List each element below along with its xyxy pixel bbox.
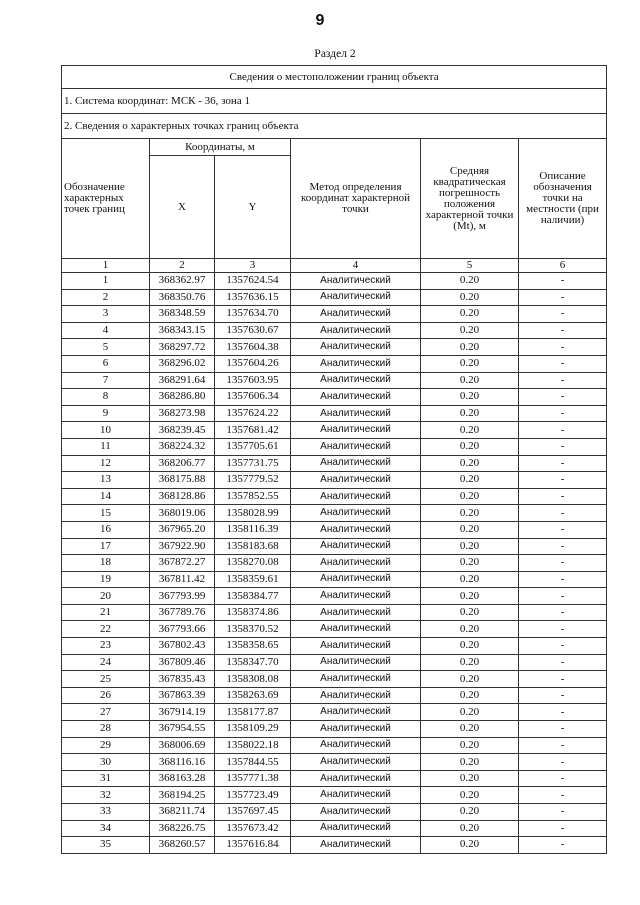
method-cell: Аналитический [291,339,421,356]
method-cell: Аналитический [291,488,421,505]
description-cell: - [519,422,607,439]
description-cell: - [519,389,607,406]
y-coordinate-cell: 1358347.70 [215,654,291,671]
method-cell: Аналитический [291,571,421,588]
method-cell: Аналитический [291,704,421,721]
y-coordinate-cell: 1358183.68 [215,538,291,555]
description-cell: - [519,322,607,339]
accuracy-cell: 0.20 [421,604,519,621]
accuracy-cell: 0.20 [421,306,519,323]
table-row [62,422,607,439]
description-cell: - [519,505,607,522]
page-number: 9 [315,12,325,29]
accuracy-cell: 0.20 [421,754,519,771]
x-coordinate-cell: 368175.88 [150,472,215,489]
description-cell: - [519,770,607,787]
header-x: X [150,156,215,259]
x-coordinate-cell: 367835.43 [150,671,215,688]
y-coordinate-cell: 1358374.86 [215,604,291,621]
method-cell: Аналитический [291,521,421,538]
point-number-cell: 10 [62,422,150,439]
method-cell: Аналитический [291,837,421,854]
method-cell: Аналитический [291,804,421,821]
y-coordinate-cell: 1358270.08 [215,555,291,572]
description-cell: - [519,339,607,356]
table-row [62,289,607,306]
table-row [62,638,607,655]
accuracy-cell: 0.20 [421,770,519,787]
method-cell: Аналитический [291,820,421,837]
point-number-cell: 23 [62,638,150,655]
description-cell: - [519,704,607,721]
point-number-cell: 21 [62,604,150,621]
method-cell: Аналитический [291,555,421,572]
accuracy-cell: 0.20 [421,588,519,605]
point-number-cell: 33 [62,804,150,821]
accuracy-cell: 0.20 [421,438,519,455]
y-coordinate-cell: 1357636.15 [215,289,291,306]
y-coordinate-cell: 1357705.61 [215,438,291,455]
x-coordinate-cell: 368260.57 [150,837,215,854]
y-coordinate-cell: 1358308.08 [215,671,291,688]
table-row [62,505,607,522]
x-coordinate-cell: 367809.46 [150,654,215,671]
column-number: 6 [519,259,607,273]
point-number-cell: 7 [62,372,150,389]
table-row [62,654,607,671]
table-row [62,604,607,621]
point-number-cell: 1 [62,273,150,290]
accuracy-cell: 0.20 [421,571,519,588]
point-number-cell: 13 [62,472,150,489]
x-coordinate-cell: 368286.80 [150,389,215,406]
table-row [62,389,607,406]
point-number-cell: 9 [62,405,150,422]
header-method: Метод определения координат характерной точки [291,139,421,259]
point-number-cell: 28 [62,721,150,738]
point-number-cell: 29 [62,737,150,754]
table-row [62,472,607,489]
method-cell: Аналитический [291,389,421,406]
accuracy-cell: 0.20 [421,787,519,804]
point-number-cell: 12 [62,455,150,472]
accuracy-cell: 0.20 [421,721,519,738]
x-coordinate-cell: 368226.75 [150,820,215,837]
method-cell: Аналитический [291,770,421,787]
header-designation: Обозначение характерных точек границ [62,139,150,259]
method-cell: Аналитический [291,372,421,389]
accuracy-cell: 0.20 [421,339,519,356]
y-coordinate-cell: 1357624.22 [215,405,291,422]
accuracy-cell: 0.20 [421,289,519,306]
method-cell: Аналитический [291,737,421,754]
x-coordinate-cell: 368297.72 [150,339,215,356]
accuracy-cell: 0.20 [421,804,519,821]
accuracy-cell: 0.20 [421,837,519,854]
x-coordinate-cell: 368019.06 [150,505,215,522]
accuracy-cell: 0.20 [421,405,519,422]
accuracy-cell: 0.20 [421,704,519,721]
accuracy-cell: 0.20 [421,538,519,555]
point-number-cell: 24 [62,654,150,671]
description-cell: - [519,306,607,323]
table-body [62,273,607,854]
description-cell: - [519,289,607,306]
description-cell: - [519,654,607,671]
point-number-cell: 2 [62,289,150,306]
table-row [62,804,607,821]
x-coordinate-cell: 368194.25 [150,787,215,804]
table-row [62,754,607,771]
point-number-cell: 20 [62,588,150,605]
column-number: 1 [62,259,150,273]
x-coordinate-cell: 368273.98 [150,405,215,422]
table-row [62,737,607,754]
point-number-cell: 19 [62,571,150,588]
y-coordinate-cell: 1357616.84 [215,837,291,854]
method-cell: Аналитический [291,687,421,704]
method-cell: Аналитический [291,472,421,489]
y-coordinate-cell: 1357771.38 [215,770,291,787]
point-number-cell: 18 [62,555,150,572]
y-coordinate-cell: 1358109.29 [215,721,291,738]
point-number-cell: 11 [62,438,150,455]
description-cell: - [519,721,607,738]
point-number-cell: 22 [62,621,150,638]
description-cell: - [519,804,607,821]
column-number: 5 [421,259,519,273]
table-row [62,588,607,605]
method-cell: Аналитический [291,322,421,339]
table-title: Сведения о местоположении границ объекта [62,66,607,89]
description-cell: - [519,372,607,389]
table-row [62,372,607,389]
accuracy-cell: 0.20 [421,355,519,372]
header-description: Описание обозначения точки на местности (при наличии) [519,139,607,259]
y-coordinate-cell: 1357604.38 [215,339,291,356]
point-number-cell: 17 [62,538,150,555]
x-coordinate-cell: 368296.02 [150,355,215,372]
method-cell: Аналитический [291,787,421,804]
x-coordinate-cell: 367965.20 [150,521,215,538]
method-cell: Аналитический [291,588,421,605]
description-cell: - [519,604,607,621]
description-cell: - [519,671,607,688]
accuracy-cell: 0.20 [421,505,519,522]
method-cell: Аналитический [291,505,421,522]
point-number-cell: 8 [62,389,150,406]
x-coordinate-cell: 367793.66 [150,621,215,638]
point-number-cell: 27 [62,704,150,721]
method-cell: Аналитический [291,422,421,439]
table-row [62,455,607,472]
x-coordinate-cell: 367922.90 [150,538,215,555]
method-cell: Аналитический [291,604,421,621]
description-cell: - [519,472,607,489]
table-row [62,339,607,356]
y-coordinate-cell: 1358028.99 [215,505,291,522]
table-info [62,66,607,139]
point-number-cell: 25 [62,671,150,688]
table-row [62,571,607,588]
y-coordinate-cell: 1357852.55 [215,488,291,505]
description-cell: - [519,737,607,754]
y-coordinate-cell: 1357603.95 [215,372,291,389]
table-row [62,687,607,704]
accuracy-cell: 0.20 [421,455,519,472]
point-number-cell: 5 [62,339,150,356]
method-cell: Аналитический [291,438,421,455]
point-number-cell: 3 [62,306,150,323]
description-cell: - [519,488,607,505]
accuracy-cell: 0.20 [421,389,519,406]
x-coordinate-cell: 367811.42 [150,571,215,588]
x-coordinate-cell: 368239.45 [150,422,215,439]
accuracy-cell: 0.20 [421,521,519,538]
accuracy-cell: 0.20 [421,555,519,572]
method-cell: Аналитический [291,671,421,688]
x-coordinate-cell: 368006.69 [150,737,215,754]
header-y: Y [215,156,291,259]
y-coordinate-cell: 1358358.65 [215,638,291,655]
y-coordinate-cell: 1357604.26 [215,355,291,372]
description-cell: - [519,355,607,372]
point-number-cell: 32 [62,787,150,804]
accuracy-cell: 0.20 [421,638,519,655]
point-number-cell: 34 [62,820,150,837]
y-coordinate-cell: 1358022.18 [215,737,291,754]
coord-system-row: 1. Система координат: МСК - 36, зона 1 [62,89,607,114]
table-row [62,538,607,555]
x-coordinate-cell: 368211.74 [150,804,215,821]
method-cell: Аналитический [291,289,421,306]
point-number-cell: 14 [62,488,150,505]
table-row [62,671,607,688]
table-row [62,555,607,572]
table-row [62,837,607,854]
table-header [62,139,607,273]
table-row [62,322,607,339]
y-coordinate-cell: 1358263.69 [215,687,291,704]
method-cell: Аналитический [291,455,421,472]
x-coordinate-cell: 368343.15 [150,322,215,339]
point-number-cell: 26 [62,687,150,704]
x-coordinate-cell: 367793.99 [150,588,215,605]
x-coordinate-cell: 367872.27 [150,555,215,572]
x-coordinate-cell: 368348.59 [150,306,215,323]
table-row [62,621,607,638]
accuracy-cell: 0.20 [421,422,519,439]
y-coordinate-cell: 1357630.67 [215,322,291,339]
description-cell: - [519,820,607,837]
column-number: 4 [291,259,421,273]
description-cell: - [519,837,607,854]
method-cell: Аналитический [291,538,421,555]
header-accuracy: Средняя квадратическая погрешность положения характерной точки (Mt), м [421,139,519,259]
description-cell: - [519,438,607,455]
table-row [62,405,607,422]
description-cell: - [519,787,607,804]
x-coordinate-cell: 368291.64 [150,372,215,389]
description-cell: - [519,687,607,704]
x-coordinate-cell: 367802.43 [150,638,215,655]
x-coordinate-cell: 367954.55 [150,721,215,738]
x-coordinate-cell: 367789.76 [150,604,215,621]
method-cell: Аналитический [291,621,421,638]
table-row [62,770,607,787]
point-number-cell: 31 [62,770,150,787]
table-row [62,306,607,323]
description-cell: - [519,621,607,638]
y-coordinate-cell: 1357779.52 [215,472,291,489]
accuracy-cell: 0.20 [421,687,519,704]
method-cell: Аналитический [291,306,421,323]
y-coordinate-cell: 1357624.54 [215,273,291,290]
accuracy-cell: 0.20 [421,737,519,754]
description-cell: - [519,538,607,555]
point-number-cell: 35 [62,837,150,854]
x-coordinate-cell: 368163.28 [150,770,215,787]
accuracy-cell: 0.20 [421,654,519,671]
column-number: 2 [150,259,215,273]
description-cell: - [519,405,607,422]
x-coordinate-cell: 368362.97 [150,273,215,290]
y-coordinate-cell: 1357673.42 [215,820,291,837]
accuracy-cell: 0.20 [421,472,519,489]
method-cell: Аналитический [291,273,421,290]
y-coordinate-cell: 1358177.87 [215,704,291,721]
y-coordinate-cell: 1358116.39 [215,521,291,538]
description-cell: - [519,455,607,472]
y-coordinate-cell: 1357731.75 [215,455,291,472]
point-number-cell: 4 [62,322,150,339]
point-number-cell: 16 [62,521,150,538]
y-coordinate-cell: 1357606.34 [215,389,291,406]
x-coordinate-cell: 368224.32 [150,438,215,455]
section-label: Раздел 2 [314,48,356,60]
method-cell: Аналитический [291,638,421,655]
description-cell: - [519,555,607,572]
method-cell: Аналитический [291,754,421,771]
y-coordinate-cell: 1357844.55 [215,754,291,771]
point-number-cell: 15 [62,505,150,522]
method-cell: Аналитический [291,405,421,422]
description-cell: - [519,638,607,655]
table-row [62,521,607,538]
y-coordinate-cell: 1357681.42 [215,422,291,439]
description-cell: - [519,273,607,290]
method-cell: Аналитический [291,654,421,671]
table-row [62,704,607,721]
description-cell: - [519,754,607,771]
accuracy-cell: 0.20 [421,273,519,290]
points-heading-row: 2. Сведения о характерных точках границ объекта [62,114,607,139]
y-coordinate-cell: 1357697.45 [215,804,291,821]
table-row [62,438,607,455]
x-coordinate-cell: 368128.86 [150,488,215,505]
point-number-cell: 6 [62,355,150,372]
table-row [62,355,607,372]
table-row [62,488,607,505]
table-row [62,787,607,804]
x-coordinate-cell: 367863.39 [150,687,215,704]
accuracy-cell: 0.20 [421,820,519,837]
table-row [62,820,607,837]
y-coordinate-cell: 1358359.61 [215,571,291,588]
accuracy-cell: 0.20 [421,488,519,505]
y-coordinate-cell: 1357723.49 [215,787,291,804]
table-row [62,721,607,738]
method-cell: Аналитический [291,721,421,738]
y-coordinate-cell: 1358370.52 [215,621,291,638]
method-cell: Аналитический [291,355,421,372]
x-coordinate-cell: 368350.76 [150,289,215,306]
accuracy-cell: 0.20 [421,322,519,339]
header-coordinates: Координаты, м [150,139,291,156]
accuracy-cell: 0.20 [421,671,519,688]
x-coordinate-cell: 367914.19 [150,704,215,721]
x-coordinate-cell: 368116.16 [150,754,215,771]
point-number-cell: 30 [62,754,150,771]
y-coordinate-cell: 1358384.77 [215,588,291,605]
description-cell: - [519,588,607,605]
x-coordinate-cell: 368206.77 [150,455,215,472]
y-coordinate-cell: 1357634.70 [215,306,291,323]
accuracy-cell: 0.20 [421,621,519,638]
boundary-points-table [61,65,607,854]
column-number: 3 [215,259,291,273]
description-cell: - [519,521,607,538]
accuracy-cell: 0.20 [421,372,519,389]
description-cell: - [519,571,607,588]
table-row [62,273,607,290]
